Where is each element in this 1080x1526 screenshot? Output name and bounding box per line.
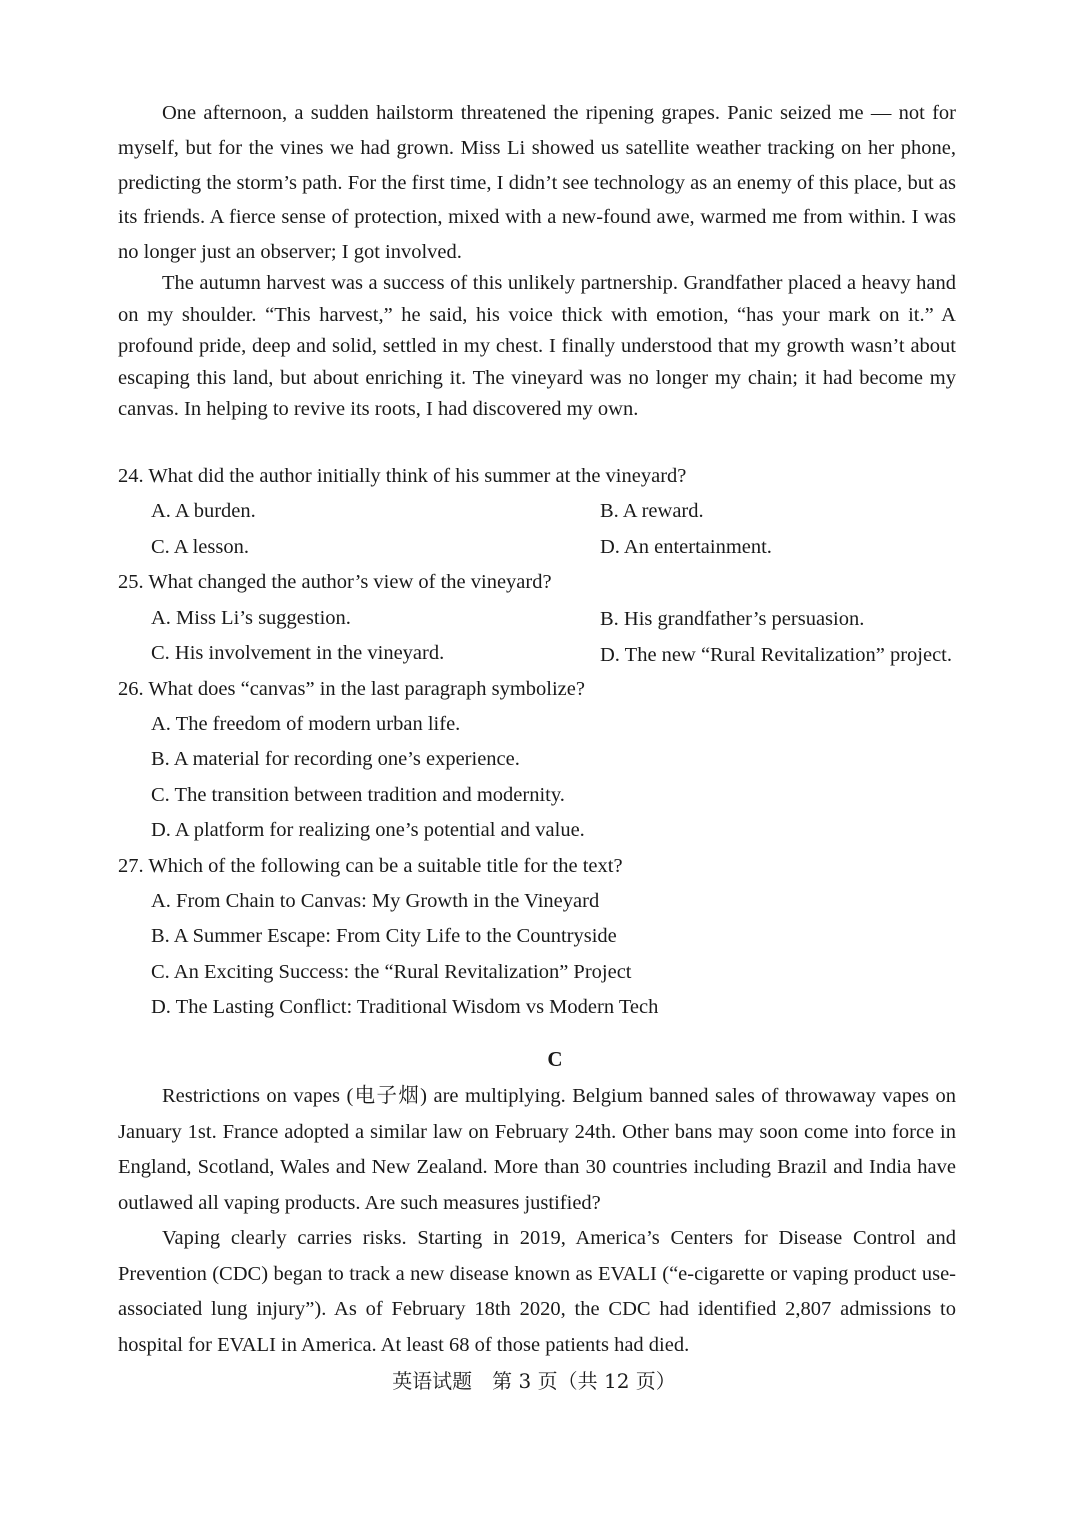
answer-option[interactable]: A. The freedom of modern urban life. [151, 713, 461, 735]
answer-option[interactable]: C. A lesson. [151, 536, 249, 558]
answer-option[interactable]: B. A reward. [600, 500, 704, 522]
answer-option[interactable]: B. His grandfather’s persuasion. [600, 608, 865, 630]
answer-option[interactable]: D. The new “Rural Revitalization” project. [600, 644, 952, 666]
answer-option[interactable]: C. An Exciting Success: the “Rural Revitalization” Project [151, 961, 632, 983]
question-stem: 24. What did the author initially think of his summer at the vineyard? [118, 465, 687, 487]
question-stem: 26. What does “canvas” in the last paragraph symbolize? [118, 678, 585, 700]
question-stem: 27. Which of the following can be a suitable title for the text? [118, 855, 623, 877]
passage-paragraph: One afternoon, a sudden hailstorm threatened the ripening grapes. Panic seized me — not for myself, but for the vines we had grown. Miss Li showed us satellite weather tracking on her phone, predicting the storm’s path. For the first time, I didn’t see technology as an enemy of this place, but as its friends. A fierce sense of protection, mixed with a new-found awe, warmed me from within. I was no longer just an observer; I got involved. [118, 102, 956, 264]
answer-option[interactable]: D. The Lasting Conflict: Traditional Wisdom vs Modern Tech [151, 996, 659, 1018]
answer-option[interactable]: A. Miss Li’s suggestion. [151, 607, 351, 629]
answer-option[interactable]: B. A material for recording one’s experience. [151, 748, 520, 770]
question-stem: 25. What changed the author’s view of the vineyard? [118, 571, 552, 593]
answer-option[interactable]: C. His involvement in the vineyard. [151, 642, 445, 664]
page-footer: 英语试题 第 3 页（共 12 页） [392, 1369, 676, 1393]
answer-option[interactable]: A. A burden. [151, 500, 256, 522]
answer-option[interactable]: B. A Summer Escape: From City Life to the Countryside [151, 925, 617, 947]
answer-option[interactable]: C. The transition between tradition and modernity. [151, 784, 565, 806]
answer-option[interactable]: D. A platform for realizing one’s potential and value. [151, 819, 585, 841]
answer-option[interactable]: D. An entertainment. [600, 536, 772, 558]
answer-option[interactable]: A. From Chain to Canvas: My Growth in the Vineyard [151, 890, 600, 912]
passage-paragraph: The autumn harvest was a success of this unlikely partnership. Grandfather placed a heavy hand on my shoulder. “This harvest,” he said, his voice thick with emotion, “has your mark on it.” A profound pride, deep and solid, settled in my chest. I finally understood that my growth wasn’t about escaping this land, but about enriching it. The vineyard was no longer my chain; it had become my canvas. In helping to revive its roots, I had discovered my own. [118, 272, 956, 421]
passage-paragraph: Restrictions on vapes (电子烟) are multiplying. Belgium banned sales of throwaway vapes on January 1st. France adopted a similar law on February 24th. Other bans may soon come into force in England, Scotland, Wales and New Zealand. More than 30 countries including Brazil and India have outlawed all vaping products. Are such measures justified? [118, 1085, 956, 1214]
section-heading: C [547, 1047, 563, 1071]
passage-paragraph: Vaping clearly carries risks. Starting in 2019, America’s Centers for Disease Control and Prevention (CDC) began to track a new disease known as EVALI (“e-cigarette or vaping product use-associated lung injury”). As of February 18th 2020, the CDC had identified 2,807 admissions to hospital for EVALI in America. At least 68 of those patients had died. [118, 1227, 956, 1356]
